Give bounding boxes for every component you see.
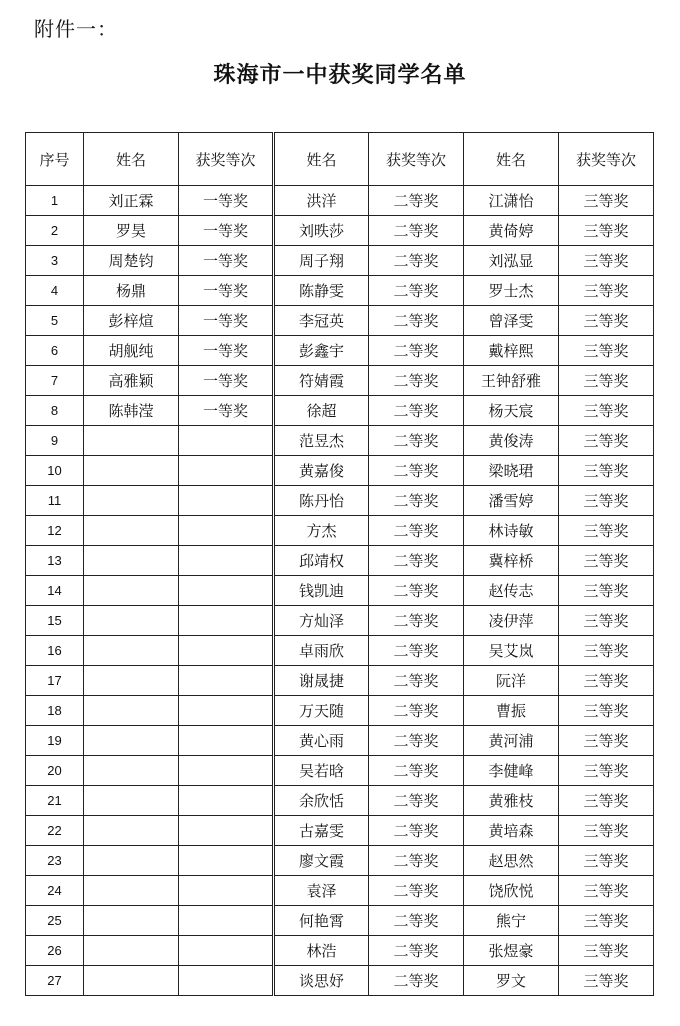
cell-name-third: 梁晓珺 (464, 456, 559, 486)
cell-name-second: 徐超 (274, 396, 369, 426)
cell-rank-first (179, 906, 274, 936)
cell-rank-third: 三等奖 (559, 366, 654, 396)
cell-rank-first (179, 786, 274, 816)
table-row (26, 426, 654, 456)
cell-index: 1 (26, 186, 84, 216)
document-title: 珠海市一中获奖同学名单 (213, 62, 467, 88)
cell-rank-first (179, 576, 274, 606)
cell-name-first: 刘正霖 (84, 186, 179, 216)
cell-name-third: 张煜豪 (464, 936, 559, 966)
cell-rank-first: 一等奖 (179, 306, 274, 336)
cell-name-third: 戴梓熙 (464, 336, 559, 366)
cell-rank-first (179, 936, 274, 966)
cell-name-second: 方灿泽 (274, 606, 369, 636)
table-row (26, 906, 654, 936)
cell-name-third: 罗文 (464, 966, 559, 996)
cell-index: 2 (26, 216, 84, 246)
cell-rank-second: 二等奖 (369, 456, 464, 486)
cell-name-third: 杨天宸 (464, 396, 559, 426)
cell-name-third: 赵传志 (464, 576, 559, 606)
cell-name-second: 刘昳莎 (274, 216, 369, 246)
cell-rank-first: 一等奖 (179, 246, 274, 276)
cell-rank-second: 二等奖 (369, 366, 464, 396)
cell-name-third: 阮洋 (464, 666, 559, 696)
cell-rank-third: 三等奖 (559, 576, 654, 606)
cell-name-third: 林诗敏 (464, 516, 559, 546)
cell-rank-second: 二等奖 (369, 306, 464, 336)
table-row (26, 516, 654, 546)
cell-name-second: 陈静雯 (274, 276, 369, 306)
cell-rank-second: 二等奖 (369, 726, 464, 756)
table-row (26, 576, 654, 606)
cell-index: 27 (26, 966, 84, 996)
cell-index: 15 (26, 606, 84, 636)
cell-index: 13 (26, 546, 84, 576)
cell-rank-first (179, 426, 274, 456)
cell-name-third: 王钟舒雅 (464, 366, 559, 396)
cell-index: 8 (26, 396, 84, 426)
cell-rank-first (179, 546, 274, 576)
cell-name-third: 黄培森 (464, 816, 559, 846)
cell-name-first: 高雅颖 (84, 366, 179, 396)
cell-rank-second: 二等奖 (369, 186, 464, 216)
cell-rank-first (179, 606, 274, 636)
table-row (26, 816, 654, 846)
award-list-table (25, 132, 654, 996)
cell-rank-first (179, 456, 274, 486)
cell-rank-first (179, 666, 274, 696)
cell-name-first (84, 936, 179, 966)
cell-name-first: 杨鼎 (84, 276, 179, 306)
cell-name-second: 洪洋 (274, 186, 369, 216)
cell-index: 4 (26, 276, 84, 306)
cell-name-first: 陈韩滢 (84, 396, 179, 426)
header-index: 序号 (26, 133, 84, 186)
cell-name-first: 周楚钧 (84, 246, 179, 276)
cell-name-third: 冀梓桥 (464, 546, 559, 576)
cell-name-second: 符婧霞 (274, 366, 369, 396)
cell-rank-third: 三等奖 (559, 276, 654, 306)
cell-name-first (84, 576, 179, 606)
cell-rank-second: 二等奖 (369, 216, 464, 246)
cell-name-third: 江潇怡 (464, 186, 559, 216)
cell-name-second: 何艳霄 (274, 906, 369, 936)
cell-rank-second: 二等奖 (369, 816, 464, 846)
cell-name-first (84, 546, 179, 576)
cell-name-first (84, 876, 179, 906)
cell-name-third: 曾泽雯 (464, 306, 559, 336)
cell-index: 14 (26, 576, 84, 606)
attachment-label: 附件一： (34, 17, 118, 41)
cell-name-first (84, 726, 179, 756)
cell-rank-third: 三等奖 (559, 456, 654, 486)
cell-name-first (84, 426, 179, 456)
cell-index: 19 (26, 726, 84, 756)
cell-rank-third: 三等奖 (559, 726, 654, 756)
cell-rank-third: 三等奖 (559, 846, 654, 876)
cell-rank-first: 一等奖 (179, 186, 274, 216)
cell-rank-first (179, 696, 274, 726)
cell-rank-third: 三等奖 (559, 906, 654, 936)
cell-name-second: 黄嘉俊 (274, 456, 369, 486)
cell-rank-third: 三等奖 (559, 186, 654, 216)
cell-rank-third: 三等奖 (559, 546, 654, 576)
cell-index: 6 (26, 336, 84, 366)
cell-index: 3 (26, 246, 84, 276)
cell-rank-third: 三等奖 (559, 666, 654, 696)
cell-index: 22 (26, 816, 84, 846)
table-row (26, 876, 654, 906)
cell-index: 21 (26, 786, 84, 816)
cell-index: 25 (26, 906, 84, 936)
cell-rank-first (179, 726, 274, 756)
cell-name-first (84, 666, 179, 696)
cell-name-third: 黄河浦 (464, 726, 559, 756)
cell-rank-third: 三等奖 (559, 636, 654, 666)
cell-name-first: 彭梓煊 (84, 306, 179, 336)
cell-name-first: 胡舰纯 (84, 336, 179, 366)
cell-index: 17 (26, 666, 84, 696)
cell-name-first (84, 966, 179, 996)
cell-rank-third: 三等奖 (559, 516, 654, 546)
cell-name-third: 罗士杰 (464, 276, 559, 306)
table-row (26, 216, 654, 246)
cell-name-third: 赵思然 (464, 846, 559, 876)
table-row (26, 666, 654, 696)
cell-name-third: 黄倚婷 (464, 216, 559, 246)
cell-rank-third: 三等奖 (559, 396, 654, 426)
table-header-row (26, 133, 654, 186)
cell-rank-second: 二等奖 (369, 966, 464, 996)
table-row (26, 396, 654, 426)
cell-rank-second: 二等奖 (369, 696, 464, 726)
cell-name-second: 范昱杰 (274, 426, 369, 456)
table-row (26, 546, 654, 576)
cell-rank-third: 三等奖 (559, 696, 654, 726)
cell-name-second: 万天随 (274, 696, 369, 726)
cell-rank-second: 二等奖 (369, 516, 464, 546)
cell-rank-second: 二等奖 (369, 246, 464, 276)
cell-name-first (84, 636, 179, 666)
cell-index: 23 (26, 846, 84, 876)
cell-name-second: 谈思妤 (274, 966, 369, 996)
table-row (26, 756, 654, 786)
cell-name-second: 黄心雨 (274, 726, 369, 756)
cell-index: 12 (26, 516, 84, 546)
cell-name-second: 周子翔 (274, 246, 369, 276)
cell-name-second: 余欣恬 (274, 786, 369, 816)
cell-rank-first: 一等奖 (179, 366, 274, 396)
cell-index: 24 (26, 876, 84, 906)
header-rank-second: 获奖等次 (369, 133, 464, 186)
cell-rank-first (179, 486, 274, 516)
cell-rank-first (179, 876, 274, 906)
cell-rank-first: 一等奖 (179, 276, 274, 306)
cell-index: 10 (26, 456, 84, 486)
cell-index: 26 (26, 936, 84, 966)
cell-index: 7 (26, 366, 84, 396)
cell-index: 11 (26, 486, 84, 516)
cell-name-second: 卓雨欣 (274, 636, 369, 666)
cell-name-second: 李冠英 (274, 306, 369, 336)
cell-rank-second: 二等奖 (369, 426, 464, 456)
table-row (26, 606, 654, 636)
cell-rank-second: 二等奖 (369, 906, 464, 936)
table-row (26, 696, 654, 726)
cell-rank-second: 二等奖 (369, 786, 464, 816)
header-name-second: 姓名 (274, 133, 369, 186)
header-rank-third: 获奖等次 (559, 133, 654, 186)
table-row (26, 276, 654, 306)
table-row (26, 636, 654, 666)
cell-name-third: 潘雪婷 (464, 486, 559, 516)
cell-name-second: 钱凯迪 (274, 576, 369, 606)
header-name-first: 姓名 (84, 133, 179, 186)
table-row (26, 966, 654, 996)
cell-rank-first (179, 516, 274, 546)
cell-rank-first: 一等奖 (179, 216, 274, 246)
header-rank-first: 获奖等次 (179, 133, 274, 186)
cell-rank-third: 三等奖 (559, 306, 654, 336)
cell-rank-first (179, 756, 274, 786)
cell-rank-second: 二等奖 (369, 396, 464, 426)
cell-rank-first (179, 966, 274, 996)
cell-name-second: 廖文霞 (274, 846, 369, 876)
table-row (26, 486, 654, 516)
cell-name-second: 彭鑫宇 (274, 336, 369, 366)
cell-rank-third: 三等奖 (559, 486, 654, 516)
cell-name-third: 黄俊涛 (464, 426, 559, 456)
cell-rank-second: 二等奖 (369, 666, 464, 696)
cell-rank-second: 二等奖 (369, 936, 464, 966)
table-row (26, 726, 654, 756)
cell-name-first (84, 906, 179, 936)
cell-name-third: 凌伊萍 (464, 606, 559, 636)
cell-index: 9 (26, 426, 84, 456)
cell-rank-third: 三等奖 (559, 246, 654, 276)
cell-rank-second: 二等奖 (369, 336, 464, 366)
cell-name-second: 方杰 (274, 516, 369, 546)
table-row (26, 936, 654, 966)
cell-rank-second: 二等奖 (369, 606, 464, 636)
cell-name-second: 袁泽 (274, 876, 369, 906)
cell-index: 16 (26, 636, 84, 666)
cell-name-first (84, 456, 179, 486)
cell-name-second: 邱靖权 (274, 546, 369, 576)
table-row (26, 336, 654, 366)
cell-name-third: 黄雅枝 (464, 786, 559, 816)
cell-name-second: 谢晟捷 (274, 666, 369, 696)
cell-name-second: 吴若晗 (274, 756, 369, 786)
cell-rank-third: 三等奖 (559, 966, 654, 996)
cell-rank-second: 二等奖 (369, 486, 464, 516)
cell-rank-third: 三等奖 (559, 336, 654, 366)
cell-rank-first (179, 846, 274, 876)
header-name-third: 姓名 (464, 133, 559, 186)
table-row (26, 846, 654, 876)
cell-name-first (84, 516, 179, 546)
cell-rank-third: 三等奖 (559, 816, 654, 846)
cell-index: 5 (26, 306, 84, 336)
cell-rank-first (179, 816, 274, 846)
cell-name-third: 李健峰 (464, 756, 559, 786)
cell-rank-first: 一等奖 (179, 396, 274, 426)
table-row (26, 456, 654, 486)
cell-rank-third: 三等奖 (559, 426, 654, 456)
cell-name-second: 陈丹怡 (274, 486, 369, 516)
cell-name-second: 林浩 (274, 936, 369, 966)
cell-name-first: 罗昊 (84, 216, 179, 246)
cell-rank-second: 二等奖 (369, 756, 464, 786)
cell-rank-first: 一等奖 (179, 336, 274, 366)
cell-rank-third: 三等奖 (559, 606, 654, 636)
cell-rank-second: 二等奖 (369, 876, 464, 906)
table-body (26, 186, 654, 996)
cell-rank-second: 二等奖 (369, 576, 464, 606)
cell-rank-second: 二等奖 (369, 636, 464, 666)
cell-name-third: 刘泓显 (464, 246, 559, 276)
cell-name-third: 曹振 (464, 696, 559, 726)
cell-rank-third: 三等奖 (559, 216, 654, 246)
cell-rank-third: 三等奖 (559, 936, 654, 966)
cell-index: 18 (26, 696, 84, 726)
cell-rank-second: 二等奖 (369, 276, 464, 306)
cell-name-third: 吴艾岚 (464, 636, 559, 666)
cell-rank-third: 三等奖 (559, 786, 654, 816)
cell-rank-second: 二等奖 (369, 546, 464, 576)
cell-index: 20 (26, 756, 84, 786)
cell-name-first (84, 486, 179, 516)
cell-rank-first (179, 636, 274, 666)
cell-rank-third: 三等奖 (559, 756, 654, 786)
table-row (26, 306, 654, 336)
cell-name-third: 饶欣悦 (464, 876, 559, 906)
cell-name-second: 古嘉雯 (274, 816, 369, 846)
cell-name-first (84, 756, 179, 786)
table-row (26, 186, 654, 216)
cell-name-first (84, 696, 179, 726)
cell-name-first (84, 816, 179, 846)
cell-name-first (84, 846, 179, 876)
table-row (26, 366, 654, 396)
cell-name-third: 熊宁 (464, 906, 559, 936)
cell-rank-third: 三等奖 (559, 876, 654, 906)
table-row (26, 246, 654, 276)
table-row (26, 786, 654, 816)
cell-name-first (84, 786, 179, 816)
cell-rank-second: 二等奖 (369, 846, 464, 876)
cell-name-first (84, 606, 179, 636)
